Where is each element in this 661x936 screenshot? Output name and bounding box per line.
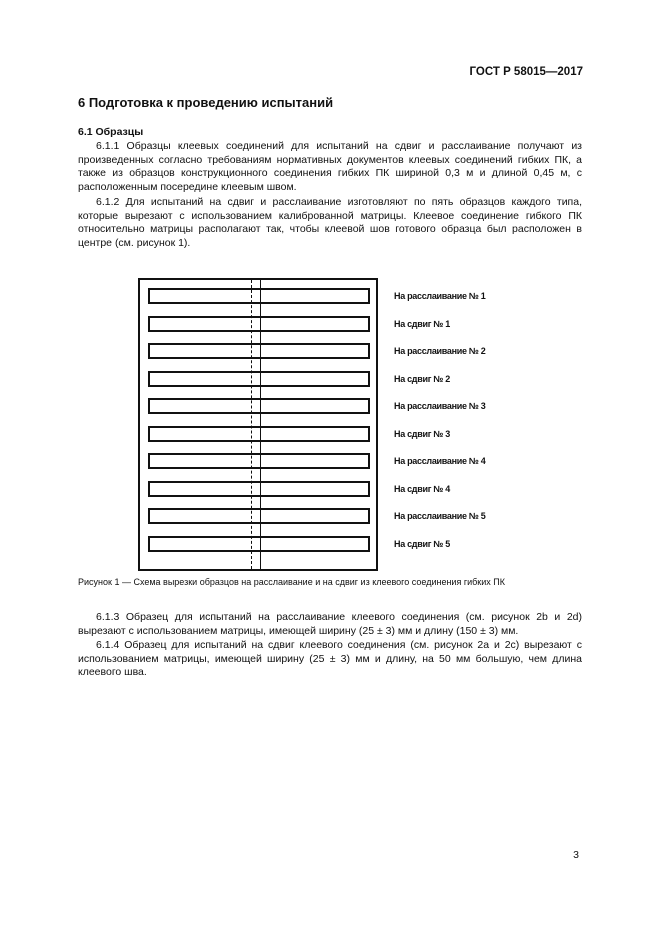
- shear-seam-mark: [202, 495, 339, 496]
- page-number: 3: [573, 849, 579, 861]
- specimen-strip: [148, 316, 370, 332]
- strip-label: На сдвиг № 5: [394, 539, 450, 549]
- specimen-strip: [148, 398, 370, 414]
- strip-label: На расслаивание № 2: [394, 346, 486, 356]
- paragraph-6-1-4: 6.1.4 Образец для испытаний на сдвиг клеевого соединения (см. рисунок 2a и 2c) вырезают с использованием матрицы, имеющей ширину (25 ± 3) мм и длину, на 50 мм большую, чем длина клеевого шва.: [78, 639, 582, 678]
- strip-label: На сдвиг № 4: [394, 484, 450, 494]
- subsection-title: 6.1 Образцы: [78, 126, 144, 138]
- specimen-strip: [148, 508, 370, 524]
- specimen-strip: [148, 371, 370, 387]
- strip-label: На расслаивание № 1: [394, 291, 486, 301]
- strip-label: На сдвиг № 1: [394, 319, 450, 329]
- strip-label: На сдвиг № 3: [394, 429, 450, 439]
- specimen-strip: [148, 288, 370, 304]
- figure-caption: Рисунок 1 — Схема вырезки образцов на расслаивание и на сдвиг из клеевого соединения гибких ПК: [78, 577, 505, 587]
- strip-label: На сдвиг № 2: [394, 374, 450, 384]
- paragraph-6-1-2: 6.1.2 Для испытаний на сдвиг и расслаивание изготовляют по пять образцов каждого типа, которые вырезают с использованием калиброванной матрицы. Клеевое соединение гибкого ПК относительно матрицы располагают так, чтобы клеевой шов готового образца был расположен в центре (см. рисунок 1).: [78, 196, 582, 249]
- specimen-strip: [148, 536, 370, 552]
- strip-label: На расслаивание № 4: [394, 456, 486, 466]
- strip-label: На расслаивание № 5: [394, 511, 486, 521]
- cutting-scheme-figure: [138, 278, 378, 571]
- paragraph-6-1-3: 6.1.3 Образец для испытаний на расслаивание клеевого соединения (см. рисунок 2b и 2d) вырезают с использованием матрицы, имеющей ширину (25 ± 3) мм и длину (150 ± 3) мм.: [78, 611, 582, 637]
- strip-label: На расслаивание № 3: [394, 401, 486, 411]
- section-title: 6 Подготовка к проведению испытаний: [78, 95, 334, 110]
- specimen-strip: [148, 343, 370, 359]
- document-code: ГОСТ Р 58015—2017: [469, 66, 583, 78]
- specimen-strip: [148, 426, 370, 442]
- specimen-strip: [148, 453, 370, 469]
- paragraph-6-1-1: 6.1.1 Образцы клеевых соединений для испытаний на сдвиг и расслаивание получают из произведенных согласно требованиям нормативных документов клеевых соединений гибких ПК, а также из образцов конструкционного соединения гибких ПК шириной 0,3 м и длиной 0,45 м, с расположенным посередине клеевым швом.: [78, 140, 582, 193]
